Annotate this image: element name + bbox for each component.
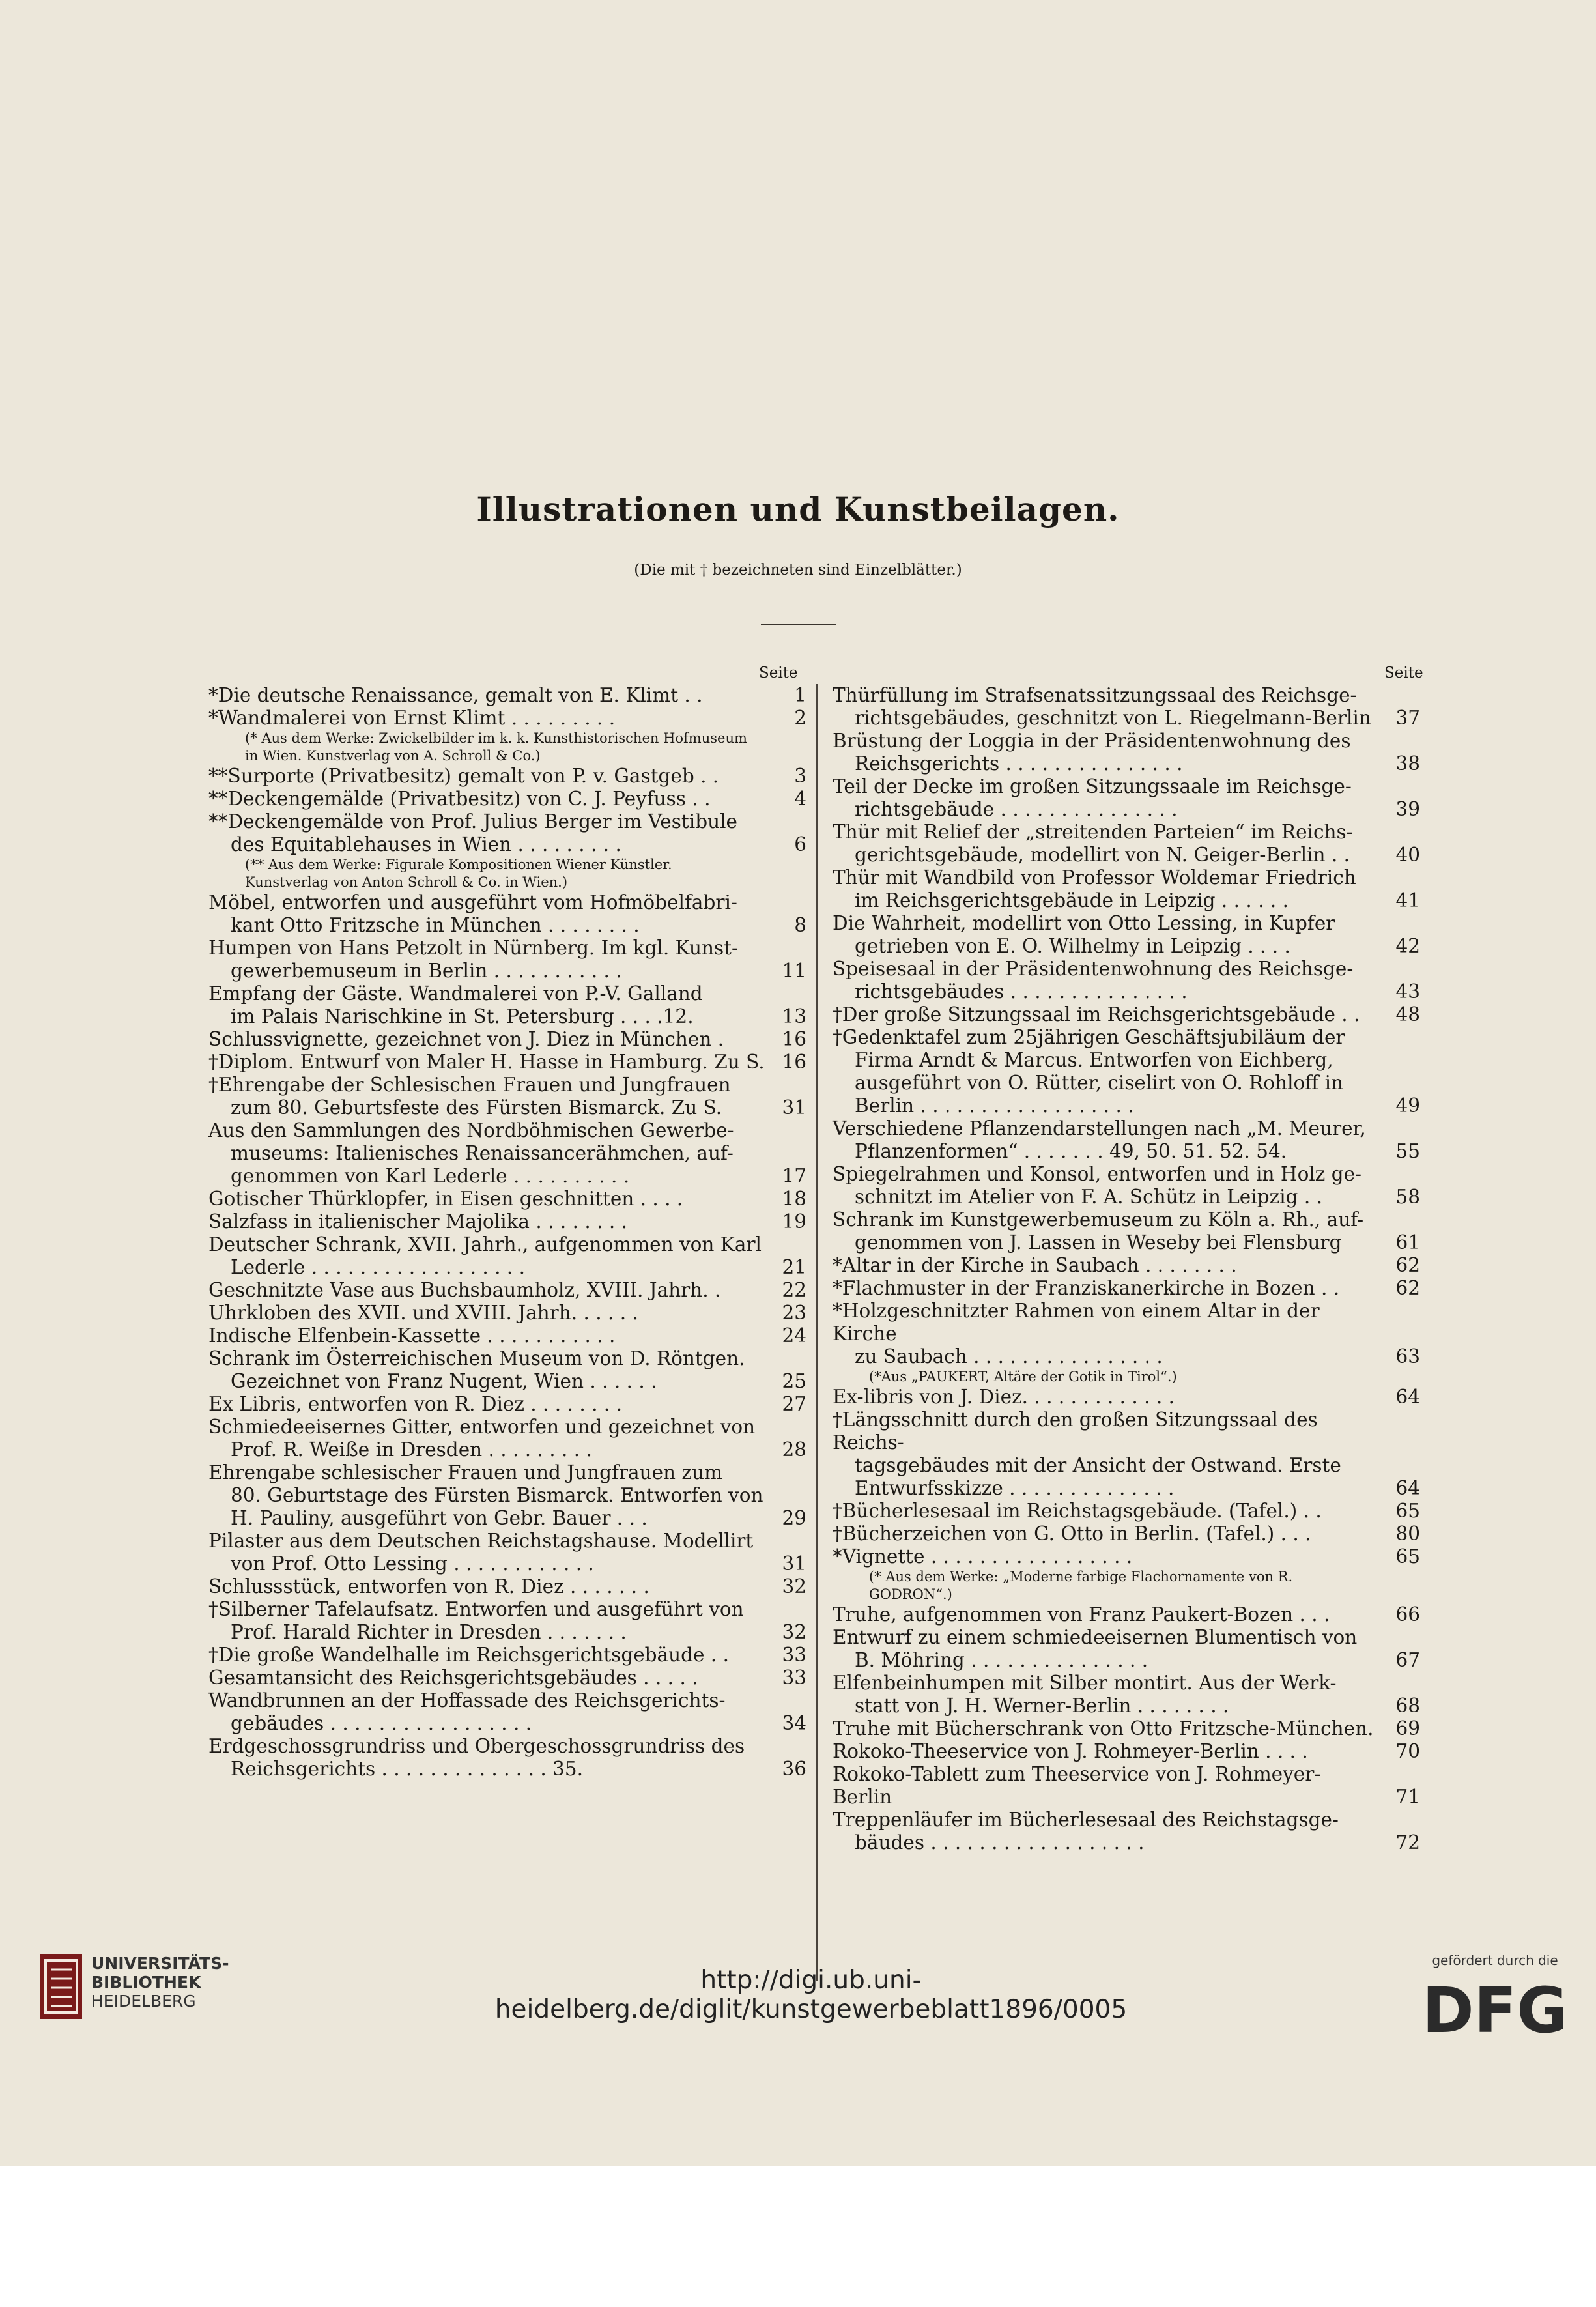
list-item	[833, 1717, 1420, 1740]
list-item	[833, 1409, 1420, 1500]
entry-text: Rokoko-Theeservice von J. Rohmeyer-Berlin . . . .	[833, 1740, 1308, 1762]
page-number: 70	[1395, 1740, 1420, 1762]
entry-text: †Ehrengabe der Schlesischen Frauen und Jungfrauen	[208, 1074, 731, 1096]
entry-text: †Silberner Tafelaufsatz. Entworfen und ausgeführt von	[208, 1598, 744, 1620]
footnote: (* Aus dem Werke: „Moderne farbige Flachornamente von R. GODRON“.)	[869, 1569, 1293, 1602]
list-item	[208, 1689, 806, 1735]
entry-text: Schrank im Österreichischen Museum von D. Röntgen.	[208, 1347, 745, 1369]
list-item	[833, 730, 1420, 775]
list-item	[833, 775, 1420, 821]
entry-text: *Vignette . . . . . . . . . . . . . . . . .	[833, 1545, 1133, 1568]
entry-list-left	[208, 684, 806, 1781]
list-item	[833, 1386, 1420, 1409]
title-rule	[761, 624, 836, 625]
entry-text: Schlussvignette, gezeichnet von J. Diez in München .	[208, 1028, 724, 1050]
list-item	[833, 1626, 1420, 1672]
list-item	[833, 1117, 1420, 1163]
page-number: 13	[782, 1005, 806, 1027]
page-number: 72	[1395, 1831, 1420, 1854]
list-item	[208, 1530, 806, 1575]
page-number: 28	[782, 1439, 806, 1461]
entry-text: †Die große Wandelhalle im Reichsgerichtsgebäude . .	[208, 1644, 729, 1666]
entry-text-continued: Gezeichnet von Franz Nugent, Wien . . . . . .	[231, 1370, 657, 1392]
entry-text: Aus den Sammlungen des Nordböhmischen Gewerbe-	[208, 1119, 734, 1141]
page-number: 16	[782, 1028, 806, 1050]
list-item	[833, 1026, 1420, 1117]
list-item	[833, 912, 1420, 958]
list-item	[833, 1523, 1420, 1545]
entry-text-continued: zu Saubach . . . . . . . . . . . . . . . .	[855, 1345, 1163, 1368]
page-number: 49	[1395, 1095, 1420, 1117]
entry-text: **Surporte (Privatbesitz) gemalt von P. v. Gastgeb . .	[208, 765, 719, 787]
entry-text: **Deckengemälde (Privatbesitz) von C. J. Peyfuss . .	[208, 788, 711, 810]
page-title: Illustrationen und Kunstbeilagen.	[476, 490, 1120, 528]
page-number: 61	[1395, 1231, 1420, 1254]
entry-text-continued: im Reichsgerichtsgebäude in Leipzig . . . . . .	[855, 889, 1289, 911]
list-item	[833, 1300, 1420, 1368]
page-number: 41	[1395, 889, 1420, 911]
list-item	[833, 1672, 1420, 1717]
dfg-logo	[1420, 1976, 1570, 2044]
entry-text: Ex Libris, entworfen von R. Diez . . . . . . . .	[208, 1393, 622, 1415]
list-item	[833, 1003, 1420, 1026]
page-number: 62	[1395, 1254, 1420, 1276]
entry-text: Thür mit Relief der „streitenden Parteien“ im Reichs-	[833, 821, 1353, 843]
entry-text: Schmiedeeisernes Gitter, entworfen und gezeichnet von	[208, 1416, 756, 1438]
seite-header-left: Seite	[759, 665, 798, 681]
list-item	[208, 1598, 806, 1644]
page-number: 71	[1395, 1786, 1420, 1808]
entry-text-continued: schnitzt im Atelier von F. A. Schütz in Leipzig . .	[855, 1186, 1322, 1208]
entry-text: *Altar in der Kirche in Saubach . . . . . . . .	[833, 1254, 1237, 1276]
list-item	[833, 1500, 1420, 1523]
page-number: 67	[1395, 1649, 1420, 1671]
entry-text: Indische Elfenbein-Kassette . . . . . . . . . . .	[208, 1325, 616, 1347]
list-item	[833, 1545, 1420, 1568]
entry-text: Thür mit Wandbild von Professor Woldemar Friedrich	[833, 867, 1356, 889]
list-item	[833, 684, 1420, 730]
list-item	[833, 1254, 1420, 1277]
dfg-logo-icon	[1420, 1976, 1570, 2041]
entry-text-continued: B. Möhring . . . . . . . . . . . . . . .	[855, 1649, 1148, 1671]
dfg-logo-text: DFG	[1421, 1976, 1569, 2041]
page-subtitle: (Die mit † bezeichneten sind Einzelblätter.)	[634, 562, 962, 579]
footer-band	[0, 2166, 1596, 2307]
page-number: 24	[782, 1325, 806, 1347]
page-number: 37	[1395, 707, 1420, 729]
entry-text-continued: richtsgebäudes, geschnitzt von L. Riegelmann-Berlin	[855, 707, 1371, 729]
page-number: 6	[794, 833, 806, 855]
page-number: 36	[782, 1758, 806, 1780]
list-item	[208, 707, 806, 730]
list-item	[208, 765, 806, 788]
entry-text-continued: im Palais Narischkine in St. Petersburg . . . .12.	[231, 1005, 694, 1027]
page-number: 38	[1395, 752, 1420, 775]
list-item	[208, 1028, 806, 1051]
page-number: 68	[1395, 1695, 1420, 1717]
list-item	[833, 1209, 1420, 1254]
page-number: 32	[782, 1621, 806, 1643]
page-number: 18	[782, 1188, 806, 1210]
list-item	[208, 1325, 806, 1347]
page-number: 17	[782, 1165, 806, 1187]
entry-text-continued: bäudes . . . . . . . . . . . . . . . . . .	[855, 1831, 1145, 1854]
entry-text: Gotischer Thürklopfer, in Eisen geschnitten . . . .	[208, 1188, 683, 1210]
list-item	[208, 1735, 806, 1781]
entry-text-continued: Firma Arndt & Marcus. Entworfen von Eichberg, ausgeführt von O. Rütter, ciselirt von O. Rohloff in Berlin . . . . . . . . . . . . . . . . . .	[855, 1049, 1344, 1117]
list-item	[208, 1461, 806, 1530]
page-number: 2	[794, 707, 806, 729]
list-item	[833, 867, 1420, 912]
entry-text: Ex-libris von J. Diez. . . . . . . . . . . . .	[833, 1386, 1175, 1408]
list-item	[208, 1051, 806, 1074]
list-item	[208, 1279, 806, 1302]
page-number: 66	[1395, 1603, 1420, 1626]
entry-text: Uhrkloben des XVII. und XVIII. Jahrh. . . . . .	[208, 1302, 638, 1324]
entry-text-continued: Prof. Harald Richter in Dresden . . . . . . .	[231, 1621, 627, 1643]
entry-text-continued: tagsgebäudes mit der Ansicht der Ostwand. Erste Entwurfsskizze . . . . . . . . . . . . . .	[855, 1454, 1341, 1499]
page-number: 23	[782, 1302, 806, 1324]
entry-list-right	[833, 684, 1420, 1854]
list-item	[208, 788, 806, 810]
entry-text: Truhe mit Bücherschrank von Otto Fritzsche-München.	[833, 1717, 1374, 1740]
page-number: 31	[782, 1096, 806, 1119]
entry-text: Salzfass in italienischer Majolika . . . . . . . .	[208, 1211, 628, 1233]
entry-text: Gesamtansicht des Reichsgerichtsgebäudes . . . . .	[208, 1667, 698, 1689]
entry-text: Verschiedene Pflanzendarstellungen nach „M. Meurer,	[833, 1117, 1366, 1139]
list-item	[833, 1809, 1420, 1854]
page-number: 1	[794, 684, 806, 706]
entry-text: Ehrengabe schlesischer Frauen und Jungfrauen zum	[208, 1461, 722, 1483]
seite-header-right: Seite	[1384, 665, 1423, 681]
entry-text: Truhe, aufgenommen von Franz Paukert-Bozen . . .	[833, 1603, 1330, 1626]
page-number: 63	[1395, 1345, 1420, 1368]
entry-text: **Deckengemälde von Prof. Julius Berger im Vestibule	[208, 810, 737, 833]
list-item	[833, 1763, 1420, 1809]
list-item	[833, 958, 1420, 1003]
page-number: 31	[782, 1553, 806, 1575]
list-item	[208, 1302, 806, 1325]
entry-text-continued: des Equitablehauses in Wien . . . . . . . . .	[231, 833, 621, 855]
page-number: 8	[794, 914, 806, 936]
list-item	[208, 1347, 806, 1393]
entry-text-continued: gerichtsgebäude, modellirt von N. Geiger-Berlin . .	[855, 844, 1350, 866]
page-number: 69	[1395, 1717, 1420, 1740]
entry-text-continued: richtsgebäudes . . . . . . . . . . . . . . .	[855, 981, 1188, 1003]
entry-text: Möbel, entworfen und ausgeführt vom Hofmöbelfabri-	[208, 891, 737, 913]
list-item	[833, 821, 1420, 867]
list-item	[833, 1163, 1420, 1209]
list-item	[208, 891, 806, 937]
entry-text: *Flachmuster in der Franziskanerkirche in Bozen . .	[833, 1277, 1340, 1299]
page-number: 16	[782, 1051, 806, 1073]
entry-text: Wandbrunnen an der Hoffassade des Reichsgerichts-	[208, 1689, 726, 1712]
entry-text: Spiegelrahmen und Konsol, entworfen und in Holz ge-	[833, 1163, 1362, 1185]
entry-text: Rokoko-Tablett zum Theeservice von J. Rohmeyer-Berlin	[833, 1763, 1321, 1808]
entry-text: †Bücherlesesaal im Reichstagsgebäude. (Tafel.) . .	[833, 1500, 1322, 1522]
entry-text: Deutscher Schrank, XVII. Jahrh., aufgenommen von Karl	[208, 1233, 762, 1255]
entry-text: Geschnitzte Vase aus Buchsbaumholz, XVIII. Jahrh. .	[208, 1279, 721, 1301]
list-item	[833, 1277, 1420, 1300]
entry-text: Pilaster aus dem Deutschen Reichstagshause. Modellirt	[208, 1530, 754, 1552]
page-number: 40	[1395, 844, 1420, 866]
page-number: 29	[782, 1507, 806, 1529]
entry-text: Speisesaal in der Präsidentenwohnung des Reichsge-	[833, 958, 1354, 980]
list-item	[208, 1119, 806, 1188]
page-number: 11	[782, 960, 806, 982]
entry-text-continued: Prof. R. Weiße in Dresden . . . . . . . . .	[231, 1439, 592, 1461]
footnote: (** Aus dem Werke: Figurale Kompositionen Wiener Künstler. Kunstverlag von Anton Schroll & Co. in Wien.)	[245, 857, 672, 890]
column-divider	[816, 684, 818, 1981]
entry-text: Teil der Decke im großen Sitzungssaale im Reichsge-	[833, 775, 1352, 797]
page-number: 25	[782, 1370, 806, 1392]
entry-text-continued: richtsgebäude . . . . . . . . . . . . . . .	[855, 798, 1178, 820]
entry-text: Brüstung der Loggia in der Präsidentenwohnung des	[833, 730, 1351, 752]
entry-text: *Die deutsche Renaissance, gemalt von E. Klimt . .	[208, 684, 703, 706]
entry-text-continued: Reichsgerichts . . . . . . . . . . . . . . .	[855, 752, 1183, 775]
entry-text-continued: kant Otto Fritzsche in München . . . . . . . .	[231, 914, 640, 936]
entry-text-continued: Reichsgerichts . . . . . . . . . . . . . . 35.	[231, 1758, 584, 1780]
list-item	[208, 1416, 806, 1461]
entry-text: Treppenläufer im Bücherlesesaal des Reichstagsge-	[833, 1809, 1339, 1831]
entry-text-continued: museums: Italienisches Renaissancerähmchen, auf- genommen von Karl Lederle . . . . . . . . . .	[231, 1142, 734, 1187]
page-number: 64	[1395, 1477, 1420, 1499]
footnote: (*Aus „PAUKERT, Altäre der Gotik in Tirol“.)	[869, 1369, 1177, 1384]
list-item	[208, 1211, 806, 1233]
entry-text-continued: gewerbemuseum in Berlin . . . . . . . . . . .	[231, 960, 622, 982]
entry-text: †Längsschnitt durch den großen Sitzungssaal des Reichs-	[833, 1409, 1318, 1454]
list-item	[208, 684, 806, 707]
entry-text: †Bücherzeichen von G. Otto in Berlin. (Tafel.) . . .	[833, 1523, 1311, 1545]
entry-text: Humpen von Hans Petzolt in Nürnberg. Im kgl. Kunst-	[208, 937, 738, 959]
page-number: 33	[782, 1667, 806, 1689]
entry-text-continued: statt von J. H. Werner-Berlin . . . . . . . .	[855, 1695, 1229, 1717]
entry-text: Erdgeschossgrundriss und Obergeschossgrundriss des	[208, 1735, 745, 1757]
entry-text: Thürfüllung im Strafsenatssitzungssaal des Reichsge-	[833, 684, 1357, 706]
entry-text-continued: Pflanzenformen“ . . . . . . . 49, 50. 51. 52. 54.	[855, 1140, 1287, 1162]
entry-text-continued: Lederle . . . . . . . . . . . . . . . . . .	[231, 1256, 525, 1278]
entry-text: *Holzgeschnitzter Rahmen von einem Altar in der Kirche	[833, 1300, 1320, 1345]
page-number: 21	[782, 1256, 806, 1278]
page-number: 64	[1395, 1386, 1420, 1408]
list-item	[833, 1603, 1420, 1626]
page-number: 4	[794, 788, 806, 810]
page-number: 27	[782, 1393, 806, 1415]
list-item	[833, 1740, 1420, 1763]
page-number: 65	[1395, 1545, 1420, 1568]
entry-text: †Der große Sitzungssaal im Reichsgerichtsgebäude . .	[833, 1003, 1360, 1025]
entry-text: †Gedenktafel zum 25jährigen Geschäftsjubiläum der	[833, 1026, 1345, 1048]
entry-text: Die Wahrheit, modellirt von Otto Lessing, in Kupfer	[833, 912, 1335, 934]
list-item	[208, 810, 806, 856]
page-number: 39	[1395, 798, 1420, 820]
entry-text: Entwurf zu einem schmiedeeisernen Blumentisch von	[833, 1626, 1358, 1648]
page-number: 65	[1395, 1500, 1420, 1522]
footnote: (* Aus dem Werke: Zwickelbilder im k. k. Kunsthistorischen Hofmuseum in Wien. Kunstverlag von A. Schroll & Co.)	[245, 730, 747, 764]
entry-text: Elfenbeinhumpen mit Silber montirt. Aus der Werk-	[833, 1672, 1337, 1694]
page-number: 34	[782, 1712, 806, 1734]
page-number: 42	[1395, 935, 1420, 957]
page-number: 22	[782, 1279, 806, 1301]
entry-text: †Diplom. Entwurf von Maler H. Hasse in Hamburg. Zu S.	[208, 1051, 765, 1073]
list-item	[208, 937, 806, 982]
entry-text-continued: genommen von J. Lassen in Weseby bei Flensburg	[855, 1231, 1342, 1254]
page-number: 55	[1395, 1140, 1420, 1162]
entry-text: *Wandmalerei von Ernst Klimt . . . . . . . . .	[208, 707, 616, 729]
page-number: 43	[1395, 981, 1420, 1003]
page-number: 58	[1395, 1186, 1420, 1208]
source-url-link[interactable]: http://digi.ub.uni-heidelberg.de/diglit/kunstgewerbeblatt1896/0005	[494, 1966, 1128, 2024]
list-item	[208, 1667, 806, 1689]
list-item	[208, 1074, 806, 1119]
entry-text-continued: gebäudes . . . . . . . . . . . . . . . . .	[231, 1712, 532, 1734]
page-number: 48	[1395, 1003, 1420, 1025]
list-item	[208, 982, 806, 1028]
page-number: 32	[782, 1575, 806, 1598]
list-item	[208, 1233, 806, 1279]
entry-text-continued: von Prof. Otto Lessing . . . . . . . . . . . .	[231, 1553, 594, 1575]
entry-text: Schrank im Kunstgewerbemuseum zu Köln a. Rh., auf-	[833, 1209, 1364, 1231]
list-item	[208, 1188, 806, 1211]
funding-note: gefördert durch die	[1432, 1953, 1558, 1968]
library-seal-icon	[40, 1954, 82, 2019]
page-number: 3	[794, 765, 806, 787]
list-item	[208, 1393, 806, 1416]
list-item	[208, 1644, 806, 1667]
entry-text-continued: 80. Geburtstage des Fürsten Bismarck. Entworfen von H. Pauliny, ausgeführt von Gebr. Bauer . . .	[231, 1484, 763, 1529]
page-number: 33	[782, 1644, 806, 1666]
page-number: 19	[782, 1211, 806, 1233]
entry-text: Empfang der Gäste. Wandmalerei von P.-V. Galland	[208, 982, 703, 1005]
page-number: 80	[1395, 1523, 1420, 1545]
entry-text-continued: getrieben von E. O. Wilhelmy in Leipzig . . . .	[855, 935, 1290, 957]
page-number: 62	[1395, 1277, 1420, 1299]
list-item	[208, 1575, 806, 1598]
entry-text: Schlussstück, entworfen von R. Diez . . . . . . .	[208, 1575, 649, 1598]
library-name: UNIVERSITÄTS- BIBLIOTHEK HEIDELBERG	[91, 1954, 229, 2011]
entry-text-continued: zum 80. Geburtsfeste des Fürsten Bismarck. Zu S.	[231, 1096, 722, 1119]
